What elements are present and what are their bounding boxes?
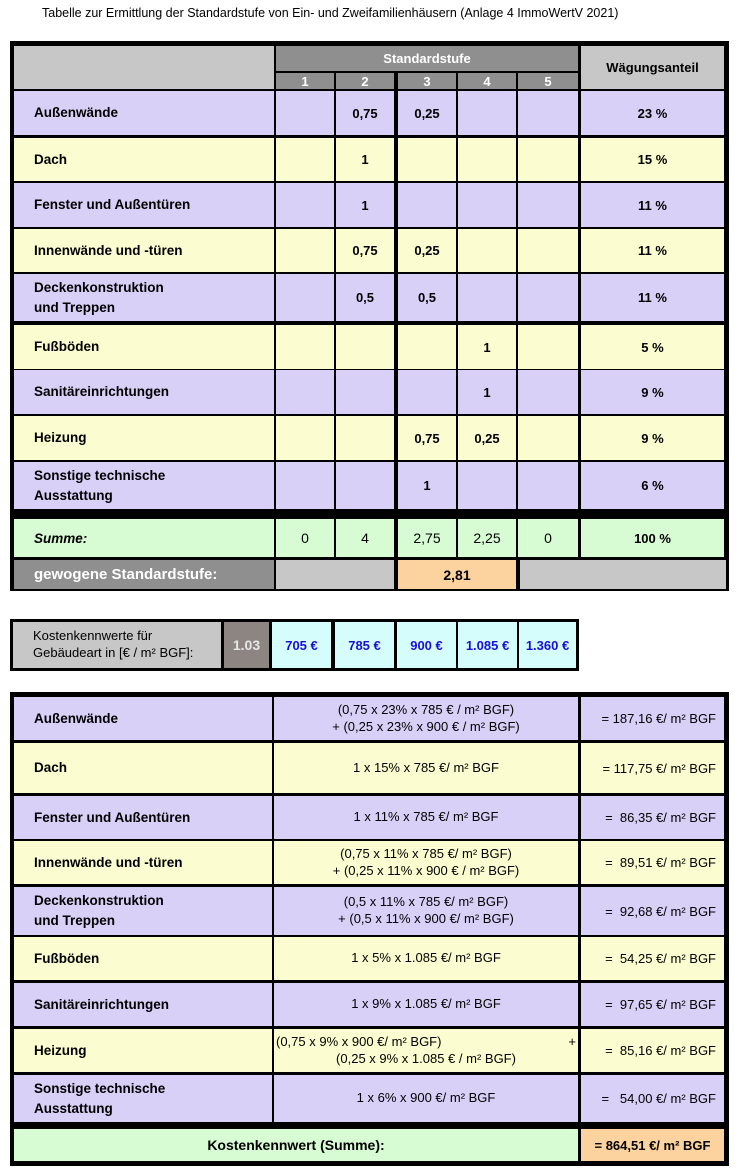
sum-cell: 0: [276, 519, 334, 557]
level-cell: [276, 229, 334, 272]
level-cell: [518, 370, 578, 414]
level-cell: [276, 462, 334, 509]
level-cell: [518, 274, 578, 321]
calc-line-2: (0,25 x 9% x 1.085 € / m² BGF): [336, 1050, 516, 1066]
level-cell: 0,25: [398, 91, 456, 135]
level-cell: [518, 416, 578, 460]
sum-cell: 2,75: [398, 519, 456, 557]
calc-row-label: Außenwände: [14, 697, 272, 740]
weighted-value: 2,81: [398, 560, 516, 589]
sum-cell: 2,25: [458, 519, 516, 557]
level-cell: [458, 138, 516, 181]
level-cell: [518, 91, 578, 135]
calc-row-label: Dach: [14, 743, 272, 793]
kostenkennwert-cell: 1.360 €: [519, 622, 576, 668]
sum-cell: 4: [336, 519, 394, 557]
level-cell: [336, 325, 394, 369]
level-cell: [398, 370, 456, 414]
standardstufe-table: [10, 41, 729, 591]
row-label: Sonstige technische Ausstattung: [14, 462, 274, 509]
level-cell: [458, 229, 516, 272]
calc-formula: 1 x 9% x 1.085 €/ m² BGF: [274, 983, 578, 1026]
weighted-label: gewogene Standardstufe:: [14, 560, 274, 589]
calc-row-label: Deckenkonstruktion und Treppen: [14, 887, 272, 935]
sum-label: Summe:: [14, 519, 274, 557]
level-cell: 0,75: [336, 91, 394, 135]
weight-cell: 15 %: [581, 138, 724, 181]
level-header-5: 5: [518, 73, 578, 89]
level-cell: [458, 91, 516, 135]
kostenkennwert-cell: 705 €: [272, 622, 331, 668]
level-header-4: 4: [458, 73, 516, 89]
level-cell: 1: [458, 325, 516, 369]
level-cell: [518, 229, 578, 272]
calc-result: = 85,16 €/ m² BGF: [581, 1029, 724, 1072]
calc-result: = 89,51 €/ m² BGF: [581, 841, 724, 884]
level-header-1: 1: [276, 73, 334, 89]
level-cell: [276, 370, 334, 414]
level-cell: [518, 183, 578, 227]
level-cell: [276, 91, 334, 135]
level-cell: [336, 462, 394, 509]
row-label: Heizung: [14, 416, 274, 460]
level-cell: [518, 325, 578, 369]
page-title: Tabelle zur Ermittlung der Standardstufe von Ein- und Zweifamilienhäusern (Anlage 4 ImmoWertV 2021): [42, 6, 619, 20]
weighted-blank-left: [276, 560, 394, 589]
row-label: Fenster und Außentüren: [14, 183, 274, 227]
level-header-3: 3: [398, 73, 456, 89]
row-label: Deckenkonstruktion und Treppen: [14, 274, 274, 321]
row-label: Sanitäreinrichtungen: [14, 370, 274, 414]
level-cell: 1: [336, 138, 394, 181]
level-cell: [276, 325, 334, 369]
calc-row-label: Sanitäreinrichtungen: [14, 983, 272, 1026]
level-cell: 0,75: [336, 229, 394, 272]
calc-formula: 1 x 15% x 785 €/ m² BGF: [274, 743, 578, 793]
level-cell: [458, 274, 516, 321]
weight-cell: 5 %: [581, 325, 724, 369]
level-header-2: 2: [336, 73, 394, 89]
row-label: Innenwände und -türen: [14, 229, 274, 272]
weight-cell: 9 %: [581, 416, 724, 460]
weight-cell: 11 %: [581, 274, 724, 321]
kostenkennwert-sum-label: Kostenkennwert (Summe):: [14, 1129, 578, 1161]
level-cell: [276, 274, 334, 321]
level-cell: 0,5: [336, 274, 394, 321]
calc-row-label: Fenster und Außentüren: [14, 796, 272, 839]
weighted-blank-right: [520, 560, 726, 589]
calc-row-label: Innenwände und -türen: [14, 841, 272, 884]
calc-result: = 117,75 €/ m² BGF: [581, 743, 724, 793]
calc-result: = 92,68 €/ m² BGF: [581, 887, 724, 935]
kostenkennwert-sum-value: = 864,51 €/ m² BGF: [581, 1129, 724, 1161]
gebaeudeart-type: 1.03: [224, 622, 269, 668]
calc-line-1: (0,75 x 9% x 900 €/ m² BGF): [276, 1033, 442, 1049]
level-cell: 1: [336, 183, 394, 227]
calc-result: = 86,35 €/ m² BGF: [581, 796, 724, 839]
sum-weight: 100 %: [581, 519, 724, 557]
level-cell: [336, 370, 394, 414]
standardstufe-header: Standardstufe: [276, 46, 578, 71]
level-cell: [398, 325, 456, 369]
level-cell: [398, 183, 456, 227]
level-cell: 1: [458, 370, 516, 414]
calc-formula: [274, 1029, 578, 1072]
kosten-label: Kostenkennwerte für Gebäudeart in [€ / m² BGF]:: [13, 622, 221, 668]
calc-plus: +: [568, 1033, 576, 1049]
sum-cell: 0: [518, 519, 578, 557]
calc-formula: 1 x 5% x 1.085 €/ m² BGF: [274, 937, 578, 980]
header-blank: [14, 46, 274, 89]
calc-result: = 54,00 €/ m² BGF: [581, 1075, 724, 1122]
level-cell: 0,75: [398, 416, 456, 460]
kostenkennwerte-row: [10, 619, 579, 671]
calc-result: = 187,16 €/ m² BGF: [581, 697, 724, 740]
weight-header: Wägungsanteil: [581, 46, 724, 89]
kostenkennwert-cell: 900 €: [397, 622, 456, 668]
weight-cell: 6 %: [581, 462, 724, 509]
level-cell: [398, 138, 456, 181]
calculation-table: [10, 692, 729, 1166]
level-cell: 0,25: [458, 416, 516, 460]
calc-formula: 1 x 11% x 785 €/ m² BGF: [274, 796, 578, 839]
level-cell: 0,25: [398, 229, 456, 272]
row-label: Dach: [14, 138, 274, 181]
weight-cell: 11 %: [581, 183, 724, 227]
level-cell: [518, 462, 578, 509]
weight-cell: 23 %: [581, 91, 724, 135]
calc-formula: (0,5 x 11% x 785 €/ m² BGF) + (0,5 x 11% x 900 €/ m² BGF): [274, 887, 578, 935]
level-cell: [458, 183, 516, 227]
kostenkennwert-cell: 785 €: [335, 622, 394, 668]
calc-result: = 54,25 €/ m² BGF: [581, 937, 724, 980]
calc-formula: 1 x 6% x 900 €/ m² BGF: [274, 1075, 578, 1122]
level-cell: 1: [398, 462, 456, 509]
level-cell: [458, 462, 516, 509]
row-label: Außenwände: [14, 91, 274, 135]
calc-row-label: Sonstige technische Ausstattung: [14, 1075, 272, 1122]
level-cell: [276, 183, 334, 227]
calc-row-label: Fußböden: [14, 937, 272, 980]
level-cell: [276, 138, 334, 181]
weight-cell: 11 %: [581, 229, 724, 272]
kostenkennwert-cell: 1.085 €: [458, 622, 517, 668]
level-cell: 0,5: [398, 274, 456, 321]
row-label: Fußböden: [14, 325, 274, 369]
calc-formula: (0,75 x 23% x 785 € / m² BGF) + (0,25 x 23% x 900 € / m² BGF): [274, 697, 578, 740]
level-cell: [276, 416, 334, 460]
level-cell: [518, 138, 578, 181]
calc-row-label: Heizung: [14, 1029, 272, 1072]
weight-cell: 9 %: [581, 370, 724, 414]
calc-formula: (0,75 x 11% x 785 €/ m² BGF) + (0,25 x 11% x 900 € / m² BGF): [274, 841, 578, 884]
calc-result: = 97,65 €/ m² BGF: [581, 983, 724, 1026]
level-cell: [336, 416, 394, 460]
